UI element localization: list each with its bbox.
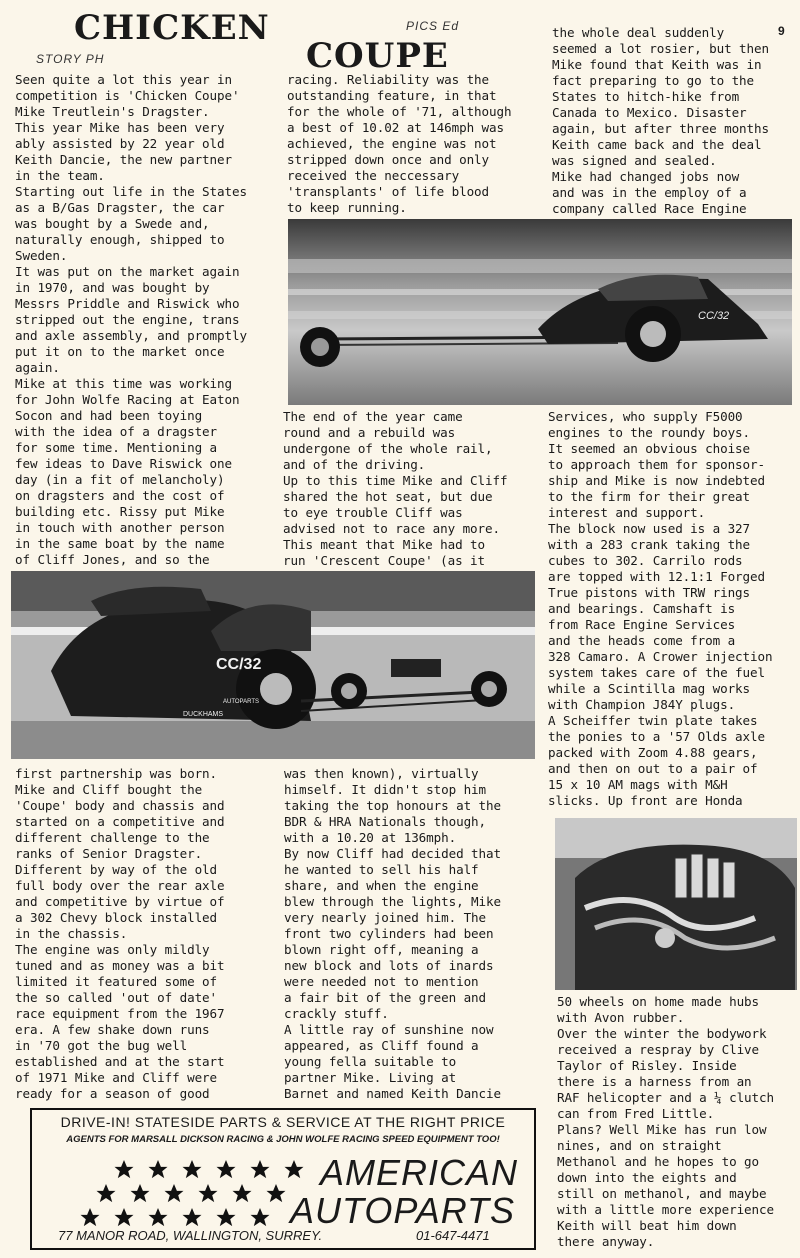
american-autoparts-ad <box>30 1108 536 1250</box>
title-coupe: COUPE <box>306 36 449 76</box>
column-3-top: the whole deal suddenly seemed a lot rosier, but then Mike found that Keith was in fact preparing to go to the States to hitch-hike from Canada to Mexico. Disaster again, but after three months Keith came back and the deal was signed and sealed. Mike had changed jobs now and was in the employ of a company called Race Engine <box>552 25 769 216</box>
svg-text:CC/32: CC/32 <box>698 310 730 322</box>
engine-photo <box>555 818 797 990</box>
column-1-bottom: first partnership was born. Mike and Cliff bought the 'Coupe' body and chassis and started on a competitive and different challenge to the ranks of Senior Dragster. Different by way of the old full body over the rear axle and competitive by virtue of a 302 Chevy block installed in the chassis. The engine was only mildly tuned and as money was a bit limited it featured some of the so called 'out of date' race equipment from the 1967 era. A few shake down runs in '70 got the bug well established and at the start of 1971 Mike and Cliff were ready for a season of good <box>15 766 225 1101</box>
pics-credit: PICS Ed <box>406 19 460 33</box>
ad-address: 77 MANOR ROAD, WALLINGTON, SURREY. <box>58 1228 323 1243</box>
svg-text:AUTOPARTS: AUTOPARTS <box>223 699 260 705</box>
ad-headline: DRIVE-IN! STATESIDE PARTS & SERVICE AT THE RIGHT PRICE <box>60 1114 506 1130</box>
ad-subline: AGENTS FOR MARSALL DICKSON RACING & JOHN WOLFE RACING SPEED EQUIPMENT TOO! <box>66 1134 500 1145</box>
column-2-mid: The end of the year came round and a rebuild was undergone of the whole rail, and of the driving. Up to this time Mike and Cliff shared the hot seat, but due to eye trouble Cliff was advised not to race any more. This meant that Mike had to run 'Crescent Coupe' (as it <box>283 409 508 568</box>
svg-text:CC/32: CC/32 <box>216 656 262 673</box>
story-credit: STORY PH <box>36 52 105 66</box>
column-2-top: racing. Reliability was the outstanding feature, in that for the whole of '71, although a best of 10.02 at 146mph was achieved, the engine was not stripped down once and only received the neccessary 'transplants' of life blood to keep running. <box>287 72 512 215</box>
column-1-top: Seen quite a lot this year in competition is 'Chicken Coupe' Mike Treutlein's Dragster. This year Mike has been very ably assisted by 22 year old Keith Dancie, the new partner in the team. Starting out life in the States as a B/Gas Dragster, the car was bought by a Swede and, naturally enough, shipped to Sweden. It was put on the market again in 1970, and was bought by Messrs Priddle and Riswick who stripped out the engine, trans and axle assembly, and promptly put it on to the market once again. Mike at this time was working for John Wolfe Racing at Eaton Socon and had been toying with the idea of a dragster for some time. Mentioning a few ideas to Dave Riswick one day (in a fit of melancholy) on dragsters and the cost of building etc. Rissy put Mike in touch with another person in the same boat by the name of Cliff Jones, and so the <box>15 72 247 567</box>
column-3-bottom: 50 wheels on home made hubs with Avon rubber. Over the winter the bodywork received a respray by Clive Taylor of Risley. Inside there is a harness from an RAF helicopter and a ¼ clutch can from Fred Little. Plans? Well Mike has run low nines, and on straight Methanol and he hopes to go down into the eights and still on methanol, and maybe with a little more experience Keith will beat him down there anyway. <box>557 994 774 1249</box>
title-chicken: CHICKEN <box>74 8 270 48</box>
page-number: 9 <box>778 24 785 38</box>
dragster-coupe-photo <box>11 571 535 759</box>
star-icon <box>72 1156 312 1230</box>
svg-text:DUCKHAMS: DUCKHAMS <box>183 711 224 718</box>
ad-brand-line-1: AMERICAN <box>320 1152 519 1193</box>
column-3-mid: Services, who supply F5000 engines to the roundy boys. It seemed an obvious choise to approach them for sponsor- ship and Mike is now indebted to the firm for their great interest and support. The block now used is a 327 with a 283 crank taking the cubes to 302. Carrilo rods are topped with 12.1:1 Forged True pistons with TRW rings and bearings. Camshaft is from Race Engine Services and the heads come from a 328 Camaro. A Crower injection system takes care of the fuel while a Scintilla mag works with Champion J84Y plugs. A Scheiffer twin plate takes the ponies to a '57 Olds axle packed with Zoom 4.88 gears, and then on out to a pair of 15 x 10 AM mags with M&H slicks. Up front are Honda <box>548 409 773 808</box>
column-2-bottom: was then known), virtually himself. It didn't stop him taking the top honours at the BDR & HRA Nationals though, with a 10.20 at 136mph. By now Cliff had decided that he wanted to sell his half share, and when the engine blew through the lights, Mike very nearly joined him. The front two cylinders had been blown right off, meaning a new block and lots of inards were needed not to mention a fair bit of the green and crackly stuff. A little ray of sunshine now appeared, as Cliff found a young fella suitable to partner Mike. Living at Barnet and named Keith Dancie <box>284 766 501 1101</box>
dragster-side-photo <box>288 219 792 405</box>
ad-brand-line-2: AUTOPARTS <box>290 1190 516 1231</box>
ad-phone: 01-647-4471 <box>416 1228 490 1243</box>
